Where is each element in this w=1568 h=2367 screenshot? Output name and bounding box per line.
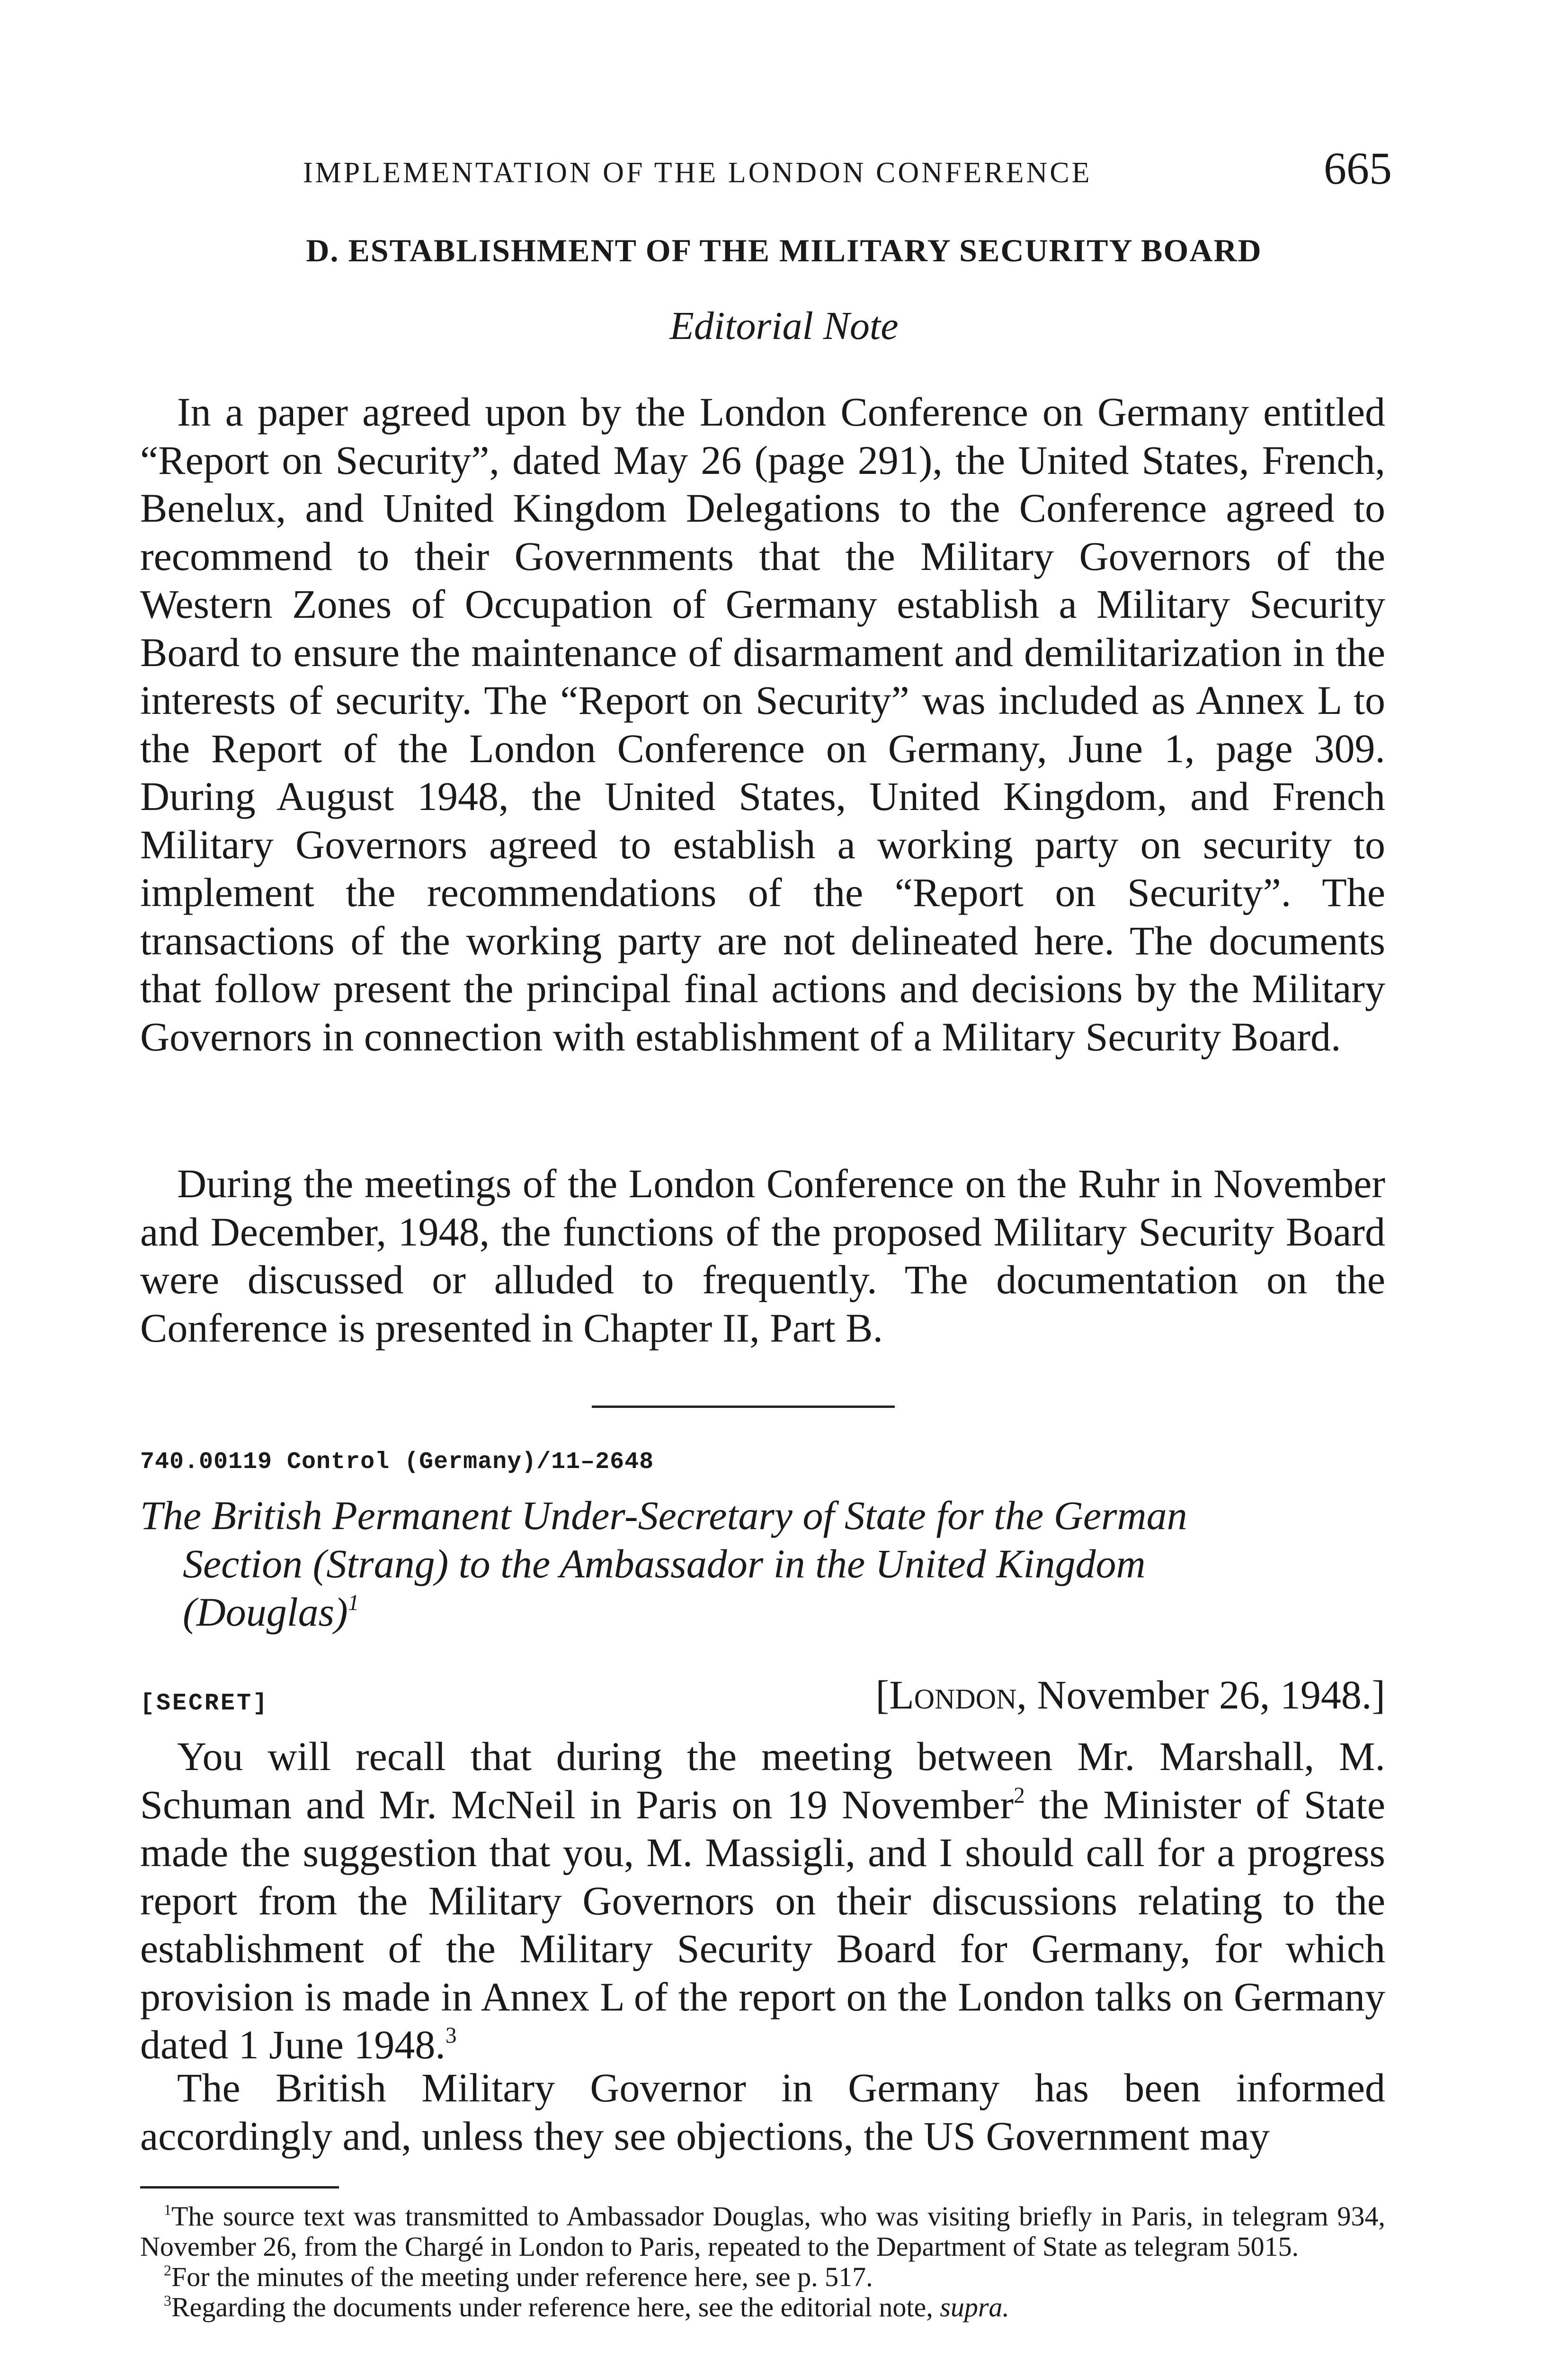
footnote-mark: 3 [164,2292,171,2309]
dateline-bracket: [ [875,1672,890,1717]
document-title-line-1: The British Permanent Under-Secretary of State for the German [140,1493,1187,1538]
footnote-mark: 1 [164,2201,171,2218]
footnote-rule [140,2186,339,2189]
footnote-emphasis: supra. [940,2292,1009,2323]
footnote-3 [140,2292,1385,2323]
document-title-line-2: Section (Strang) to the Ambassador in the United Kingdom [183,1541,1146,1586]
document-title-recipient: (Douglas) [183,1589,348,1635]
file-number: 740.00119 Control (Germany)/11–2648 [140,1449,654,1476]
dateline [876,1671,1385,1718]
editorial-paragraph-1: In a paper agreed upon by the London Conference on Germany entitled “Report on Security”, dated May 26 (page 291), the United States, French, Benelux, and United Kingdom Delegations to the Conference agreed to recommend to their Governments that the Military Governors of the Western Zones of Occupation of Germany establish a Military Security Board to ensure the maintenance of disarmament and demilitarization in the interests of security. The “Report on Security” was included as Annex L to the Report of the London Conference on Germany, June 1, page 309. During August 1948, the United States, United Kingdom, and French Military Governors agreed to establish a working party on security to implement the recommendations of the “Report on Security”. The transactions of the working party are not delineated here. The documents that follow present the principal final actions and decisions by the Military Governors in connection with establishment of a Military Security Board. [140,389,1385,1059]
footnotes [140,2201,1385,2323]
letter-paragraph-1 [140,1733,1385,2069]
footnote-text: The source text was transmitted to Ambassador Douglas, who was visiting briefly in Paris, in telegram 934, November 26, from the Chargé in London to Paris, repeated to the Department of State as telegram 5015. [140,2201,1385,2262]
section-divider [592,1406,895,1408]
footnote-ref-2: 2 [1014,1783,1025,1808]
document-title-line-3 [140,1588,1385,1636]
footnote-text: Regarding the documents under reference here, see the editorial note, [171,2292,940,2323]
footnote-text: For the minutes of the meeting under reference here, see p. 517. [171,2261,873,2292]
running-head-title: IMPLEMENTATION OF THE LONDON CONFERENCE [303,157,1092,189]
footnote-mark: 2 [164,2262,171,2279]
dateline-date: , November 26, 1948.] [1016,1672,1385,1717]
footnote-1 [140,2201,1385,2262]
footnote-ref-3: 3 [445,2023,457,2048]
classification-label: [SECRET] [140,1690,269,1717]
document-title [140,1491,1385,1636]
letter-paragraph-1-part-2: the Minister of State made the suggestion that you, M. Massigli, and I should call for a progress report from the Military Governors on their discussions relating to the establishment of the Military Security Board for Germany, for which provision is made in Annex L of the report on the London talks on Germany dated 1 June 1948. [140,1781,1385,2067]
letter-paragraph-1-part-1: You will recall that during the meeting between Mr. Marshall, M. Schuman and Mr. McNeil in Paris on 19 November [140,1734,1385,1827]
footnote-2 [140,2262,1385,2292]
letter-paragraph-2: The British Military Governor in Germany has been informed accordingly and, unless they see objections, the US Government may [140,2065,1385,2159]
dateline-place: London [889,1672,1017,1717]
footnote-ref-1: 1 [347,1590,359,1615]
editorial-paragraph-2: During the meetings of the London Conference on the Ruhr in November and December, 1948, the functions of the proposed Military Security Board were discussed or alluded to frequently. The documentation on the Conference is presented in Chapter II, Part B. [140,1161,1385,1351]
page-number: 665 [1324,143,1392,194]
section-heading: D. ESTABLISHMENT OF THE MILITARY SECURITY BOARD [306,232,1262,268]
running-head [303,142,1392,194]
editorial-note-heading: Editorial Note [669,304,899,348]
